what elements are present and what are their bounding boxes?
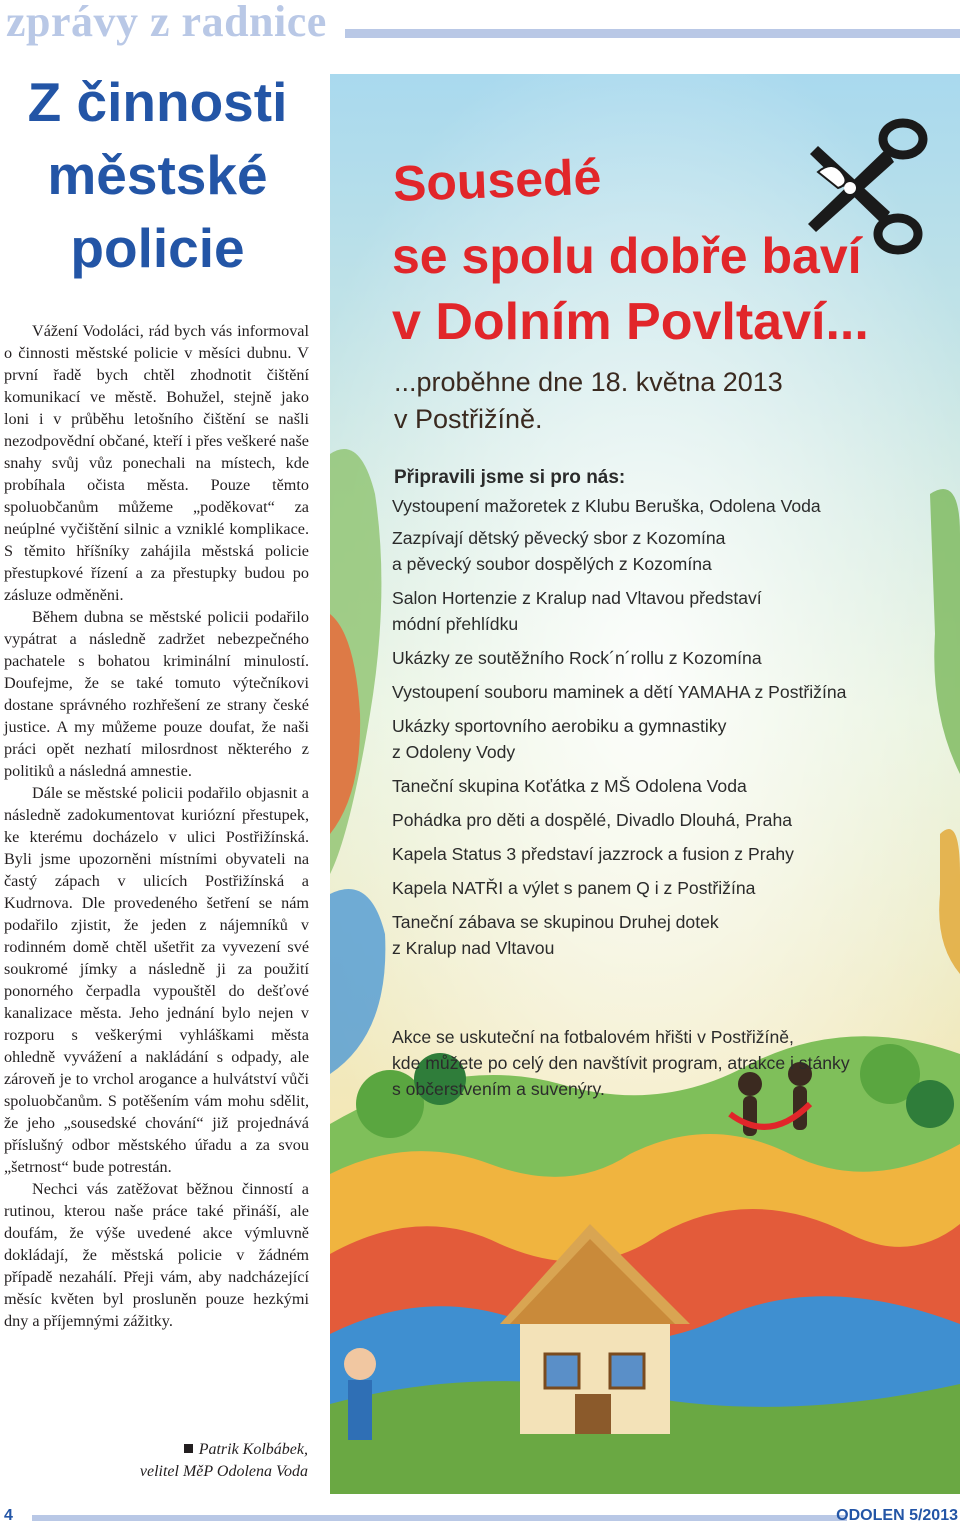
poster-date: ...proběhne dne 18. května 2013	[394, 367, 783, 397]
article-paragraph: Dále se městské policii podařilo objasnit a následně zadokumentovat kuriózní přestupek, ke kterému docházelo v ulici Postřižínská. Byli jsme upozorněni místními obyvateli na častý zápach v ulicích Postřižínská a Kudrnova. Dle provedeného šetření se nám podařilo zjistit, že jeden z nájemníků v rodinném domě chtěl ušetřit za vyvezení své soukromé jímky a následně ji za použití ponorného čerpadla vypouštěl do dešťové kanalizace města. Jeho jednání bylo nejen v rozporu s veškerými vyhláškami města ohledně vyvážení a nakládání s odpady, ale zároveň je to vrchol arogance a hulvátství vůči spoluobčanům. S potěšením vám mohu sdělit, že jeho „sousedské chování“ již projednává příslušný odbor městského úřadu a za svou „šetrnost“ bude potrestán.	[4, 784, 309, 1176]
program-item: Kapela Status 3 představí jazzrock a fusion z Prahy	[392, 844, 794, 864]
program-item: Taneční skupina Koťátka z MŠ Odolena Voda	[392, 776, 747, 796]
program-heading: Připravili jsme si pro nás:	[394, 467, 626, 488]
article-paragraph: Vážení Vodoláci, rád bych vás informoval o činnosti městské policie v měsíci dubnu. V první řadě bych chtěl zhodnotit čištění komunikací ve městě. Bohužel, stejně jako loni i v průběhu letošního čištění se našli nezodpovědní občané, kteří i přes veškeré naše snahy svůj vůz ponechali na místech, kde probíhala očista města. Pouze těmto spoluobčanům můžeme „poděkovat“ za neúplné vyčištění silnic a vzniklé komplikace. S těmito hříšníky zahájila městská policie přestupkové řízení a za přestupky budou po zásluze odměněni.	[4, 322, 309, 604]
signature-name: Patrik Kolbábek,	[198, 1441, 308, 1458]
program-item: Salon Hortenzie z Kralup nad Vltavou představí módní přehlídku	[392, 588, 762, 634]
program-item: Taneční zábava se skupinou Druhej dotek z Kralup nad Vltavou	[392, 912, 719, 958]
title-line: policie	[70, 217, 245, 279]
square-bullet-icon	[184, 1444, 193, 1453]
program-item: Vystoupení mažoretek z Klubu Beruška, Odolena Voda	[392, 496, 821, 516]
signature	[60, 1439, 308, 1483]
program-item: Vystoupení souboru maminek a dětí YAMAHA z Postřižína	[392, 682, 847, 702]
program-item: Ukázky sportovního aerobiku a gymnastiky z Odoleny Vody	[392, 716, 727, 762]
section-header: zprávy z radnice	[6, 0, 327, 46]
program-item: Zazpívají dětský pěvecký sbor z Kozomína a pěvecký soubor dospělých z Kozomína	[392, 528, 726, 574]
article-paragraph: Během dubna se městské policii podařilo vypátrat a následně zadržet nebezpečného pachatele s bohatou kriminální minulostí. Doufejme, že se také tomuto výtečníkovi dostane správného rozhřešení ze strany české justice. A my můžeme pouze doufat, že naši práci opět nezhatí milosrdnost některého z politiků a následná amnestie.	[4, 608, 309, 780]
title-line: městské	[47, 144, 268, 206]
header-rule	[345, 29, 960, 38]
signature-role: velitel MěP Odolena Voda	[139, 1463, 308, 1480]
poster-place: v Postřižíně.	[394, 404, 543, 434]
poster-headline: Sousedé	[392, 148, 603, 212]
article-title	[10, 66, 305, 285]
page-number: 4	[4, 1507, 13, 1524]
program-list	[392, 491, 952, 967]
footer-rule	[32, 1515, 847, 1521]
article-paragraph: Nechci vás zatěžovat běžnou činností a rutinou, kterou naše práce také přináší, ale doufám, že výše uvedené akce výmluvně dokládají, že městská policie v žádném případě nezahálí. Přeji vám, aby nadcházející měsíc květen byl prosluněn pouze hezkými dny a příjemnými zážitky.	[4, 1180, 309, 1330]
poster-note: Akce se uskuteční na fotbalovém hřišti v Postřižíně, kde můžete po celý den navštívit program, atrakce i stánky s občerstvením a suvenýry.	[392, 1027, 850, 1099]
program-item: Ukázky ze soutěžního Rock´n´rollu z Kozomína	[392, 648, 762, 668]
title-line: Z činnosti	[27, 71, 288, 133]
program-item: Kapela NATŘI a výlet s panem Q i z Postřižína	[392, 878, 756, 898]
magazine-issue: ODOLEN 5/2013	[836, 1507, 958, 1524]
poster-headline: se spolu dobře baví	[392, 228, 862, 284]
article-body	[4, 320, 309, 1332]
poster-headline: v Dolním Povltaví...	[392, 293, 869, 351]
program-item: Pohádka pro děti a dospělé, Divadlo Dlouhá, Praha	[392, 810, 793, 830]
event-poster	[330, 74, 960, 1494]
